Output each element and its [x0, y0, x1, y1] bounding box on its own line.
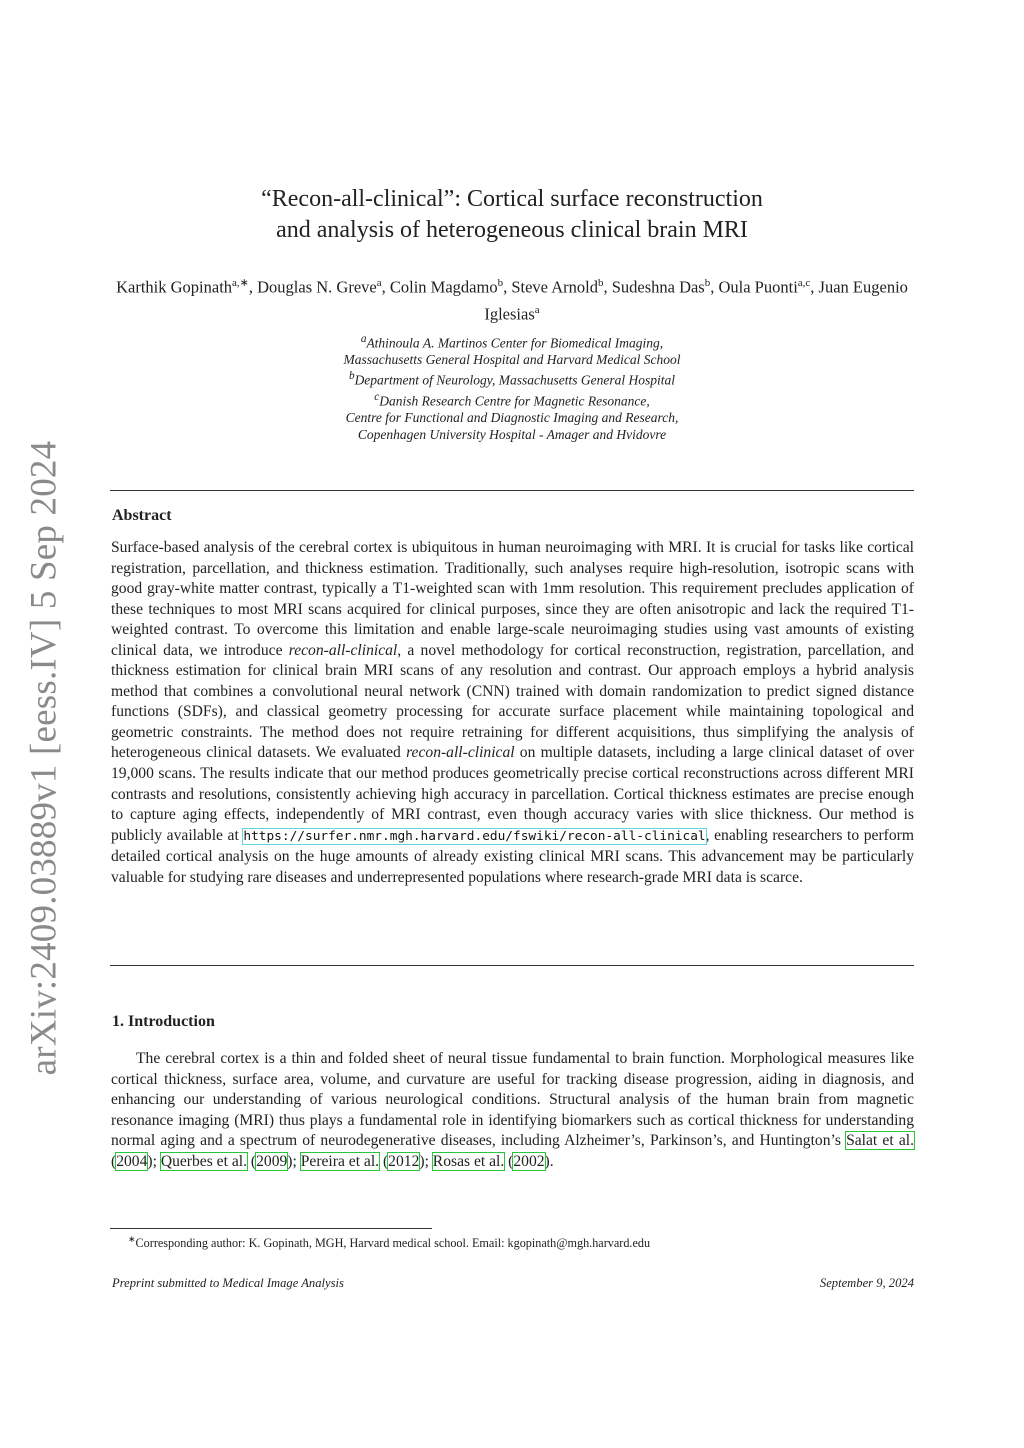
abstract-text-1: Surface-based analysis of the cerebral cortex is ubiquitous in human neuroimaging with MRI. It is crucial for tasks like cortical registration, parcellation, and thickness estimation. Traditionally, such analyses require high-resolution, isotropic scans with good gray-white matter contrast, typically a T1-weighted scan with 1mm resolution. This requirement precludes application of these techniques to most MRI scans acquired for clinical purposes, since they are often anisotropic and lack the required T1-weighted contrast. To overcome this limitation and enable large-scale neuroimaging studies using vast amounts of existing clinical data, we introduce — [111, 539, 914, 659]
citation-separator: . — [549, 1152, 554, 1170]
citation-separator: ; — [152, 1152, 161, 1170]
author-affiliation-mark: a — [534, 303, 540, 316]
author-name: Karthik Gopinath — [116, 277, 233, 297]
affiliation-line — [112, 410, 912, 426]
abstract-emphasis-2: recon-all-clinical — [406, 744, 515, 762]
affiliation-line — [112, 427, 912, 443]
author-name: Steve Arnold — [511, 277, 598, 297]
abstract-text-3: on multiple datasets, including a large clinical dataset of over 19,000 scans. The results indicate that our method produces geometrically precise cortical reconstructions across different MRI contrasts and resolutions, consistently achieving high accuracy in parcellation. Cortical thickness estimates are precise enough to capture aging effects, independently of MRI contrast, even though accuracy varies with slice thickness. Our method is publicly available at — [111, 744, 915, 844]
author-separator: , — [381, 277, 390, 297]
corresponding-author-footnote — [128, 1234, 650, 1251]
abstract-text-2: , a novel methodology for cortical reconstruction, registration, parcellation, and thickness estimation for clinical brain MRI scans of any resolution and contrast. Our approach employs a hybrid analysis method that combines a convolutional neural network (CNN) trained with domain randomization to predict signed distance functions (SDFs), and classical geometry processing for accurate surface placement while maintaining topological and geometric constraints. The method does not require retraining for different acquisitions, thus simplifying the analysis of heterogeneous clinical datasets. We evaluated — [111, 641, 914, 762]
affiliation-text: Centre for Functional and Diagnostic Imaging and Research, — [345, 410, 679, 426]
citation-year-link[interactable]: 2002 — [513, 1152, 545, 1170]
citation-author-link[interactable]: Querbes et al. — [160, 1152, 247, 1170]
author-separator: , — [710, 277, 719, 297]
abstract-top-rule — [110, 490, 914, 491]
author-list — [112, 272, 912, 325]
affiliation-line — [112, 331, 912, 352]
citation-separator: ; — [424, 1152, 433, 1170]
author-name: Juan Eugenio Iglesias — [484, 277, 908, 323]
citation-year-link[interactable]: 2004 — [116, 1152, 148, 1170]
author-affiliation-mark: b — [704, 277, 711, 289]
abstract-heading: Abstract — [112, 507, 172, 524]
author-separator: , — [248, 277, 258, 297]
affiliation-mark: c — [374, 391, 380, 404]
citation-year-link[interactable]: 2012 — [388, 1152, 420, 1170]
section-heading-introduction: 1. Introduction — [112, 1013, 215, 1030]
introduction-body: The cerebral cortex is a thin and folded sheet of neural tissue fundamental to brain function. Morphological measures like cortical thickness, surface area, volume, and curvature are useful for tracking disease progression, aiding in diagnosis, and enhancing our understanding of various neurological conditions. Structural analysis of the human brain from magnetic resonance imaging (MRI) thus plays a fundamental role in identifying biomarkers such as cortical thickness for understanding normal aging and a spectrum of neurodegenerative diseases, including Alzheimer’s, Parkinson’s, and Huntington’s Salat et al. (2004); Querbes et al. (2009); Pereira et al. (2012); Rosas et al. (2002). — [111, 1050, 914, 1170]
author-separator: , — [603, 277, 612, 297]
title-line-1: “Recon-all-clinical”: Cortical surface reconstruction — [261, 186, 763, 212]
citation-separator: ; — [292, 1152, 301, 1170]
citation-author-link[interactable]: Salat et al. — [846, 1132, 914, 1150]
affiliation-mark: b — [348, 370, 355, 383]
affiliation-text: Athinoula A. Martinos Center for Biomedical Imaging, — [366, 335, 664, 351]
author-name: Douglas N. Greve — [257, 277, 377, 297]
citation-year-link[interactable]: 2009 — [256, 1152, 288, 1170]
introduction-text: The cerebral cortex is a thin and folded sheet of neural tissue fundamental to brain function. Morphological measures like cortical thickness, surface area, volume, and curvature are useful for tracking disease progression, aiding in diagnosis, and enhancing our understanding of various neurological conditions. Structural analysis of the human brain from magnetic resonance imaging (MRI) thus plays a fundamental role in identifying biomarkers such as cortical thickness for understanding normal aging and a spectrum of neurodegenerative diseases, including Alzheimer’s, Parkinson’s, and Huntington’s — [111, 1050, 914, 1150]
author-affiliation-mark: a — [376, 277, 382, 289]
author-name: Oula Puonti — [718, 277, 798, 297]
affiliation-text: Danish Research Centre for Magnetic Resonance, — [379, 393, 650, 409]
project-url-link[interactable]: https://surfer.nmr.mgh.harvard.edu/fswiki/recon-all-clinical — [243, 828, 706, 844]
title-line-2: and analysis of heterogeneous clinical brain MRI — [276, 217, 748, 243]
author-affiliation-mark: a,c — [797, 277, 811, 289]
author-affiliation-mark: b — [497, 277, 504, 289]
author-separator: , — [503, 277, 512, 297]
affiliation-mark: a — [360, 333, 367, 345]
author-separator: , — [810, 277, 819, 297]
abstract-emphasis-1: recon-all-clinical — [288, 641, 398, 659]
affiliation-text: Massachusetts General Hospital and Harvard Medical School — [343, 351, 681, 367]
abstract-body — [111, 538, 914, 888]
author-name: Sudeshna Das — [611, 277, 705, 297]
citation-author-link[interactable]: Pereira et al. — [300, 1152, 380, 1170]
author-name: Colin Magdamo — [389, 277, 498, 297]
affiliation-line — [112, 368, 912, 389]
arxiv-id-text: arXiv:2409.03889v1 [eess.IV] 5 Sep 2024 — [23, 440, 65, 1076]
footnote-rule — [110, 1228, 432, 1229]
affiliation-line — [112, 389, 912, 410]
affiliation-text: Copenhagen University Hospital - Amager and Hvidovre — [357, 426, 667, 442]
affiliation-text: Department of Neurology, Massachusetts General Hospital — [354, 372, 676, 388]
footnote-mark: ∗ — [128, 1234, 136, 1244]
preprint-date: September 9, 2024 — [819, 1276, 914, 1290]
author-affiliation-mark: a,∗ — [232, 277, 249, 289]
abstract-text-4: , enabling researchers to perform detailed cortical analysis on the huge amounts of already existing clinical MRI scans. This advancement may be particularly valuable for studying rare diseases and underrepresented populations where research-grade MRI data is scarce. — [111, 826, 914, 886]
citation-author-link[interactable]: Rosas et al. — [432, 1152, 505, 1170]
affiliation-list — [112, 331, 912, 443]
affiliation-line — [112, 352, 912, 368]
paper-title — [112, 184, 912, 246]
abstract-bottom-rule — [110, 965, 914, 966]
journal-submission-note: Preprint submitted to Medical Image Analysis — [112, 1276, 344, 1290]
footnote-text: Corresponding author: K. Gopinath, MGH, Harvard medical school. Email: kgopinath@mgh.harvard.edu — [135, 1236, 651, 1251]
author-affiliation-mark: b — [597, 277, 604, 289]
